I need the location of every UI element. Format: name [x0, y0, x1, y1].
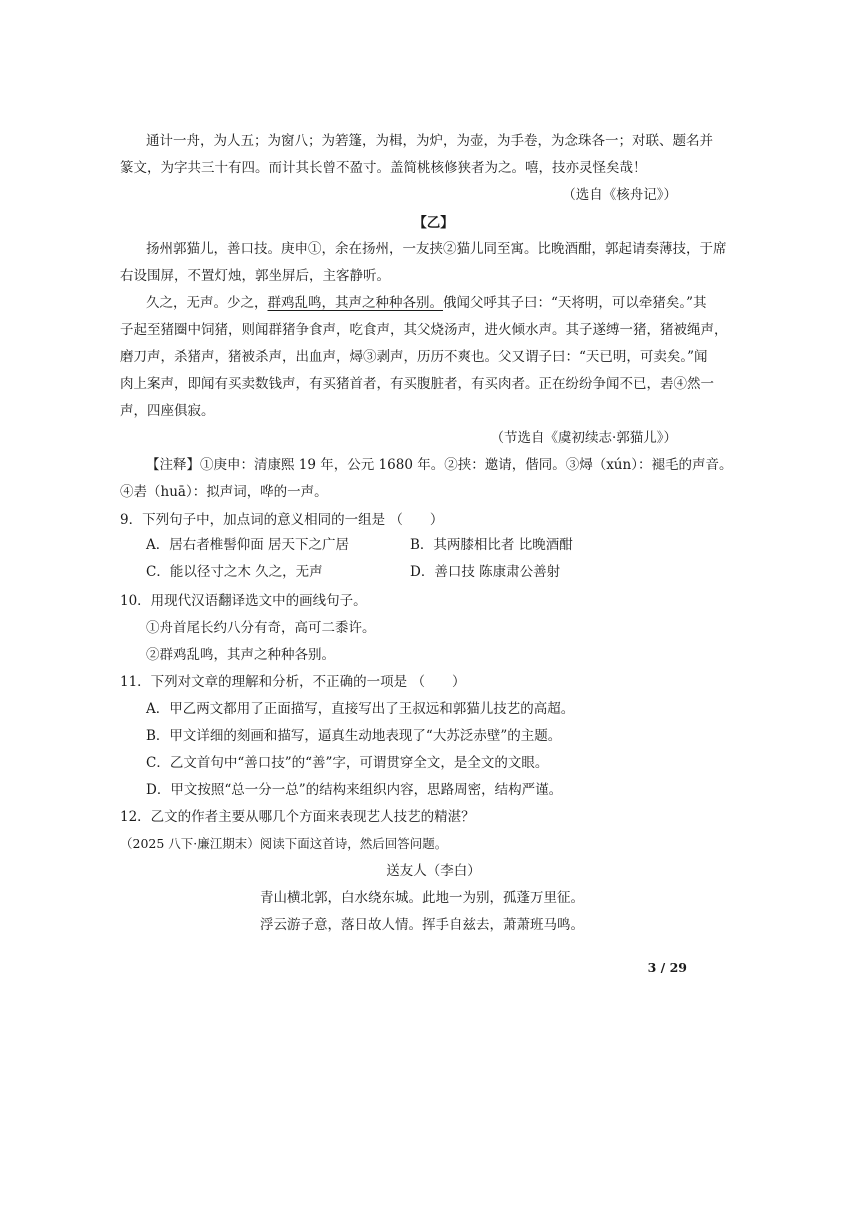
section-intro: （2025 八下·廉江期末）阅读下面这首诗，然后回答问题。 [120, 836, 448, 851]
text-span: 久之，无声。少之， [146, 295, 268, 311]
page-number: 3 / 29 [647, 960, 687, 975]
option-a: A．居右者椎髻仰面 居天下之广居 [146, 537, 350, 553]
option-b: B．甲文详细的刻画和描写，逼真生动地表现了“大苏泛赤壁”的主题。 [146, 728, 562, 744]
poem-line: 浮云游子意，落日故人情。挥手自兹去，萧萧班马鸣。 [260, 917, 584, 933]
source-citation: （选自《核舟记》） [562, 187, 677, 203]
annotation-line: 【注释】①庚申：清康熙 19 年，公元 1680 年。②挟：邀请，偕同。③燖（xún）：褪毛的声音。 [146, 457, 733, 473]
text-line: 肉上案声，即闻有买卖数钱声，有买猪首者，有买腹脏者，有买肉者。正在纷纷争闻不已，砉④然一 [120, 376, 714, 392]
option-c: C．能以径寸之木 久之，无声 [146, 564, 323, 580]
translation-sentence-1: ①舟首尾长约八分有奇，高可二黍许。 [146, 620, 376, 636]
source-citation: （节选自《虞初续志·郭猫儿》） [490, 430, 677, 446]
text-span: 俄闻父呼其子曰：“天将明，可以牵猪矣。”其 [443, 295, 707, 311]
question-12-stem: 12．乙文的作者主要从哪几个方面来表现艺人技艺的精湛？ [120, 809, 475, 825]
option-a: A．甲乙两文都用了正面描写，直接写出了王叔远和郭猫儿技艺的高超。 [146, 701, 575, 717]
question-11-stem: 11．下列对文章的理解和分析，不正确的一项是 （ ） [120, 674, 466, 690]
annotation-line: ④砉（huā）：拟声词，哗的一声。 [120, 484, 328, 500]
poem-title: 送友人（李白） [386, 863, 481, 879]
section-heading: 【乙】 [413, 215, 454, 231]
underlined-sentence: 群鸡乱鸣，其声之种种各别。 [267, 295, 443, 311]
text-line: 声，四座俱寂。 [120, 403, 215, 419]
poem-line: 青山横北郭，白水绕东城。此地一为别，孤蓬万里征。 [260, 890, 584, 906]
option-c: C．乙文首句中“善口技”的“善”字，可谓贯穿全文，是全文的文眼。 [146, 755, 549, 771]
question-10-stem: 10．用现代汉语翻译选文中的画线句子。 [120, 593, 367, 609]
text-line [146, 293, 707, 313]
option-d: D．善口技 陈康肃公善射 [410, 564, 561, 580]
option-d: D．甲文按照“总一分一总”的结构来组织内容，思路周密，结构严谨。 [146, 782, 563, 798]
question-9-stem: 9．下列句子中，加点词的意义相同的一组是 （ ） [120, 512, 444, 528]
text-line: 子起至猪圈中饲猪，则闻群猪争食声，吃食声，其父烧汤声，进火倾水声。其子遂缚一猪，猪被绳声， [120, 322, 728, 338]
text-line: 篆文，为字共三十有四。而计其长曾不盈寸。盖简桃核修狭者为之。嘻，技亦灵怪矣哉！ [120, 160, 647, 176]
text-line: 右设围屏，不置灯烛，郭坐屏后，主客静听。 [120, 268, 390, 284]
text-line: 磨刀声，杀猪声，猪被杀声，出血声，燖③剥声，历历不爽也。父又谓子曰：“天已明，可卖矣。”闻 [120, 349, 708, 365]
translation-sentence-2: ②群鸡乱鸣，其声之种种各别。 [146, 647, 335, 663]
text-line: 通计一舟，为人五；为窗八；为箬篷，为楫，为炉，为壶，为手卷，为念珠各一；对联、题名并 [146, 133, 713, 149]
text-line: 扬州郭猫儿，善口技。庚申①，余在扬州，一友挟②猫儿同至寓。比晚酒酣，郭起请奏薄技，于席 [146, 241, 727, 257]
option-b: B．其两膝相比者 比晚酒酣 [410, 537, 573, 553]
